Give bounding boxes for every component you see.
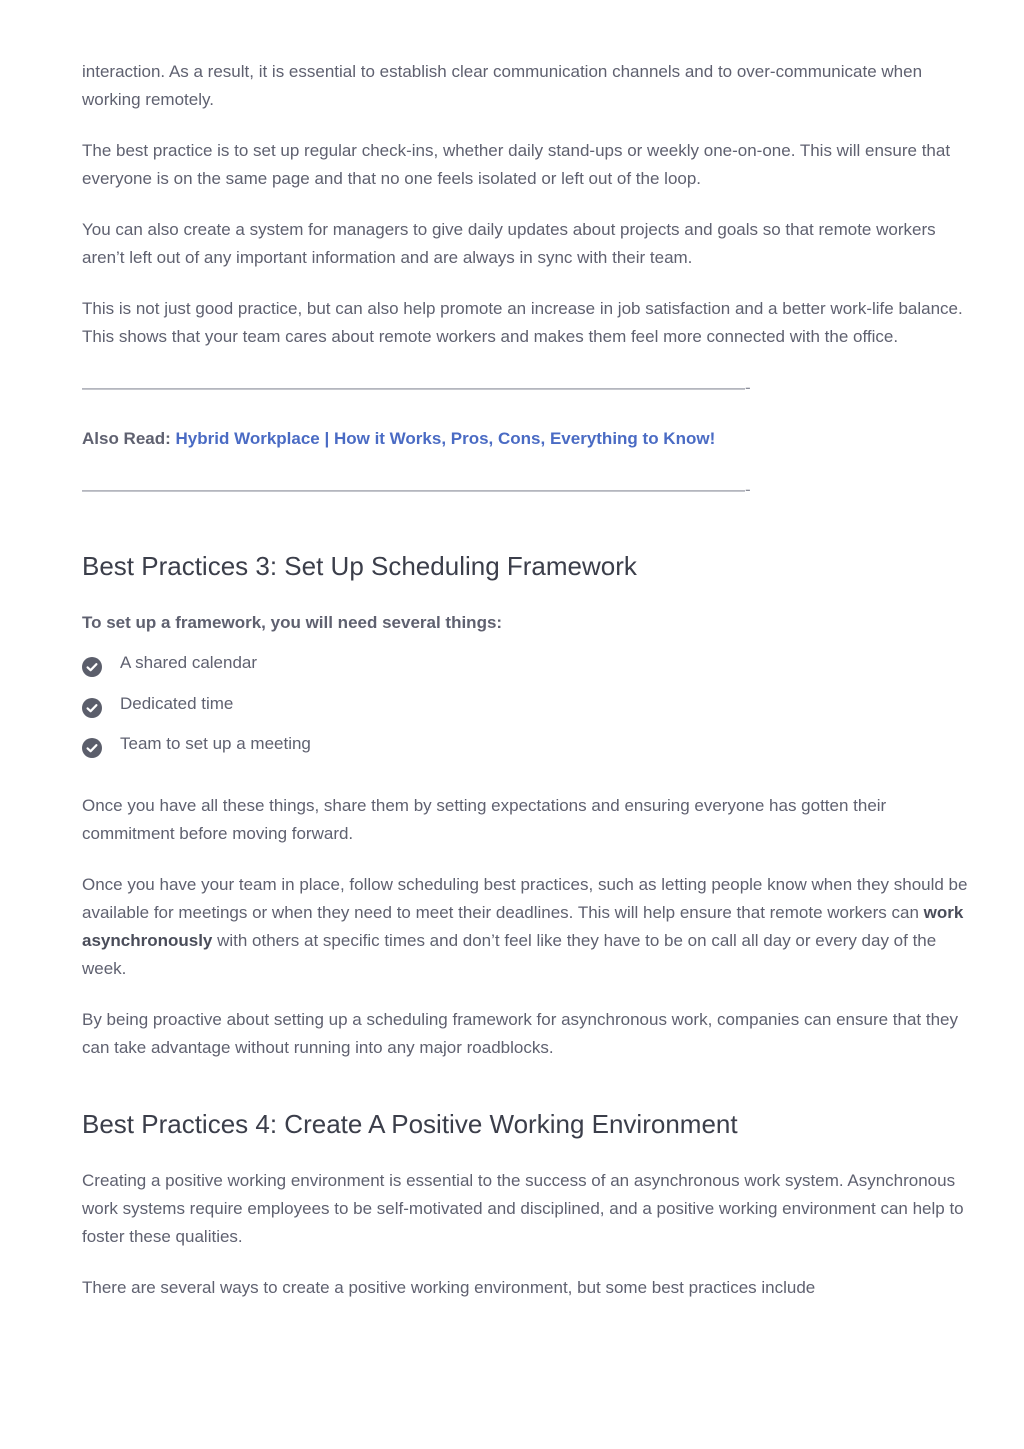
section-heading-scheduling: Best Practices 3: Set Up Scheduling Framework — [82, 551, 637, 581]
paragraph-communication: interaction. As a result, it is essential to establish clear communication channels and to over-communicate when working remotely. — [82, 62, 923, 109]
paragraph-share-expectations: Once you have all these things, share them by setting expectations and ensuring everyone has gotten their commitment before moving forward. — [82, 796, 887, 843]
check-circle-icon — [82, 698, 102, 718]
list-item-label: Team to set up a meeting — [120, 734, 311, 753]
paragraph-check-ins: The best practice is to set up regular check-ins, whether daily stand-ups or weekly one-on-one. This will ensure that everyone is on the same page and that no one feels isolated or left out of the loop. — [82, 141, 951, 188]
list-item — [82, 690, 972, 718]
paragraph-text: with others at specific times and don’t feel like they have to be on call all day or every day of the week. — [82, 931, 937, 978]
bold-phrase-work-asynchronously: work asynchronously — [82, 903, 964, 950]
also-read — [82, 425, 972, 453]
check-circle-icon — [82, 657, 102, 677]
also-read-label: Also Read: — [82, 429, 176, 448]
framework-checklist — [82, 649, 972, 758]
paragraph-proactive-framework: By being proactive about setting up a scheduling framework for asynchronous work, companies can ensure that they can take advantage without running into any major roadblocks. — [82, 1010, 958, 1057]
paragraph-text: Once you have your team in place, follow scheduling best practices, such as letting people know when they should be available for meetings or when they need to meet their deadlines. This will help ensure that remote workers can — [82, 875, 968, 922]
list-item-label: Dedicated time — [120, 693, 234, 713]
section-heading-positive-environment: Best Practices 4: Create A Positive Working Environment — [82, 1109, 738, 1139]
article-body — [82, 58, 972, 1325]
paragraph-daily-updates: You can also create a system for managers to give daily updates about projects and goals so that remote workers aren’t left out of any important information and are always in sync with their team. — [82, 220, 936, 267]
framework-lead: To set up a framework, you will need several things: — [82, 613, 503, 632]
also-read-link[interactable]: Hybrid Workplace | How it Works, Pros, Cons, Everything to Know! — [175, 429, 716, 448]
paragraph-ways-to-create: There are several ways to create a positive working environment, but some best practices include — [82, 1278, 816, 1297]
list-item — [82, 649, 972, 677]
list-item-label: A shared calendar — [120, 653, 258, 672]
divider-top: ———————————————————————————————————————- — [82, 378, 751, 397]
paragraph-positive-environment: Creating a positive working environment is essential to the success of an asynchronous work system. Asynchronous work systems require employees to be self-motivated and disciplined, and a positive working environment can help to foster these qualities. — [82, 1171, 964, 1246]
check-circle-icon — [82, 738, 102, 758]
list-item — [82, 730, 972, 758]
paragraph-job-satisfaction: This is not just good practice, but can also help promote an increase in job satisfaction and a better work-life balance. This shows that your team cares about remote workers and makes them feel more connected with the office. — [82, 299, 963, 346]
paragraph-scheduling-best-practices — [82, 871, 972, 983]
divider-bottom: ———————————————————————————————————————- — [82, 480, 751, 499]
